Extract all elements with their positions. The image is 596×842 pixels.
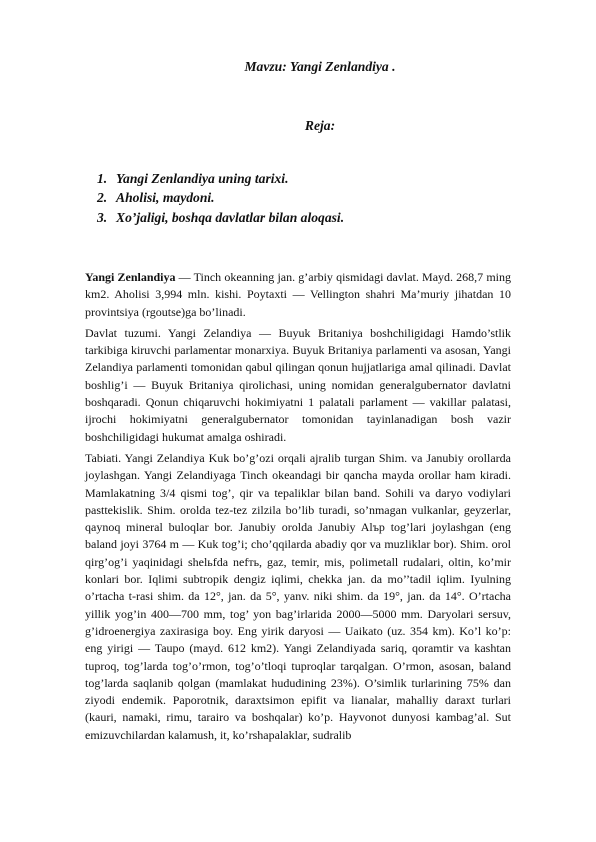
plan-item-number: 1. xyxy=(97,171,108,186)
plan-item xyxy=(97,208,344,227)
plan-item-text: Aholisi, maydoni. xyxy=(116,190,215,206)
intro-paragraph xyxy=(85,269,511,321)
plan-heading: Reja: xyxy=(304,118,336,133)
plan-item-number: 3. xyxy=(97,209,108,225)
document-body xyxy=(85,269,511,748)
plan-item xyxy=(97,188,344,207)
document-title: Mavzu: Yangi Zenlandiya . xyxy=(244,59,396,74)
plan-item xyxy=(97,169,344,188)
plan-list xyxy=(97,169,344,227)
government-paragraph: Davlat tuzumi. Yangi Zelandiya — Buyuk Britaniya boshchiligidagi Hamdo’stlik tarkibiga kiruvchi parlamentar monarxiya. Buyuk Britaniya parlamenti va asosan, Yangi Zelandiya parlamenti tomonidan qabul qilingan qonun hujjatlariga amal qilinadi. Davlat boshlig’i — Buyuk Britaniya qirolichasi, uning nomidan generalgubernator davlatni boshqaradi. Qonun chiqaruvchi hokimiyatni 1 palatali parlament — vakillar palatasi, ijrochi hokimiyatni generalgubernator tomonidan tayinlanadigan bosh vazir boshchiligidagi hukumat amalga oshiradi. xyxy=(85,325,511,444)
plan-item-number: 2. xyxy=(97,190,108,206)
nature-paragraph: Tabiati. Yangi Zelandiya Kuk bo’g’ozi orqali ajralib turgan Shim. va Janubiy orollarda joylashgan. Yangi Zelandiyaga Tinch okeandagi bir qancha mayda orollar ham kiradi. Mamlakatning 3/4 qismi tog’, qir va tepaliklar bilan band. Sohili va daryo vodiylari pasttekislik. Shim. orolda tez-tez zilzila bo’lib turadi, so’nmagan vulkanlar, geyzerlar, qaynoq mineral buloqlar bor. Janubiy orolda Janubiy Alър tog’lari joylashgan (eng baland joyi 3764 m — Kuk tog’i; cho’qqilarda abadiy qor va muzliklar bor). Shim. orol qirg’og’i yaqinidagi shelьfda nefть, gaz, temir, mis, polimetall rudalari, oltin, ko’mir konlari bor. Iqlimi subtropik dengiz iqlimi, chekka jan. da mo’’tadil iqlim. Iyulning o’rtacha t-rasi shim. da 12°, jan. da 5°, yanv. niki shim. da 19°, jan. da 14°. O’rtacha yillik yog’in 400—700 mm, tog’ yon bag’irlarida 2000—5000 mm. Daryolari sersuv, g’idroenergiya zaxirasiga boy. Eng yirik daryosi — Uaikato (uz. 354 km). Ko’l ko’p: eng yirigi — Taupo (mayd. 612 km2). Yangi Zelandiyada sariq, qoramtir va kashtan tuproq, tog’larda tog’o’rmon, tog’o’tloqi tuproqlar tarqalgan. O’rmon, asosan, baland tog’larda saqlanib qolgan (mamlakat hududining 23%). O’simlik turlarining 75% dan ziyodi endemik. Paporotnik, daraxtsimon epifit va lianalar, mahalliy daraxt turlari (kauri, namaki, rimu, tarairo va boshqalar) ko’p. Hayvonot dunyosi kambag’al. Sut emizuvchilardan kalamush, it, ko’rshapalaklar, sudralib xyxy=(85,450,511,742)
intro-text: — Tinch okeanning jan. g’arbiy qismidagi davlat. Mayd. 268,7 ming km2. Aholisi 3,994 mln. kishi. Poytaxti — Vellington shahri Ma’muriy jihatdan 10 provintsiya (rgoutse)ga bo’linadi. xyxy=(85,270,511,319)
plan-item-text: Xo’jaligi, boshqa davlatlar bilan aloqasi. xyxy=(116,209,345,225)
plan-item-text: Yangi Zenlandiya uning tarixi. xyxy=(116,171,289,186)
intro-lead-term: Yangi Zenlandiya xyxy=(85,270,176,284)
